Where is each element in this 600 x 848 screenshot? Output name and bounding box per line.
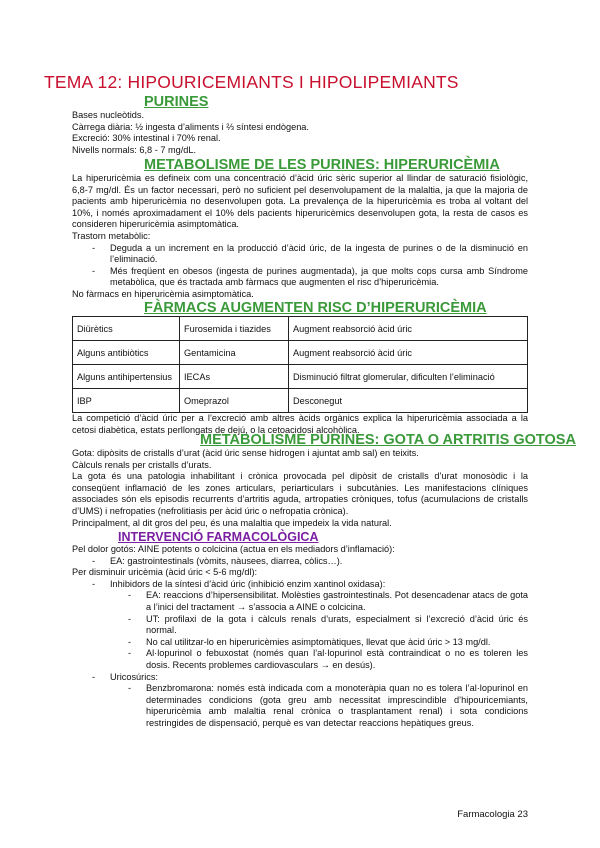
uricosurics-label: Uricosúrics: xyxy=(110,671,158,682)
table-row xyxy=(73,365,528,389)
table-cell: IBP xyxy=(73,389,180,413)
trastorn-list xyxy=(72,243,528,289)
table-cell: IECAs xyxy=(180,365,289,389)
section-intervencio xyxy=(72,530,528,730)
table-cell: Alguns antihipertensius xyxy=(73,365,180,389)
purines-line: Bases nucleòtids. xyxy=(72,110,145,120)
metabolisme-paragraph: La hiperuricèmia es defineix com una concentració d’àcid úric sèric superior al llindar de saturació fisiològic, 6,8-7 mg/dl. És un factor necessari, però no suficient pel desenvolupament de la malaltia, ja que la majoria de pacients amb hiperuricèmia no desenvolupen gota. La prevalença de la hiperuricèmia es troba al voltant del 10%, i només aproximadament el 10% dels pacients hiperuricèmics desenvolupen gota, la resta de casos es consideren hiperuricèmia asimptomàtica. xyxy=(72,173,528,230)
purines-line: Càrrega diària: ½ ingesta d’aliments i ⅔ síntesi endògena. xyxy=(72,121,309,132)
heading-purines: PURINES xyxy=(144,94,209,110)
section-metabolisme xyxy=(72,157,528,301)
trastorn-label: Trastorn metabòlic: xyxy=(72,230,151,241)
purines-line: Nivells normals: 6,8 - 7 mg/dL. xyxy=(72,144,197,155)
table-row xyxy=(73,317,528,341)
gota-line: Principalment, al dit gros del peu, és una malaltia que impedeix la vida natural. xyxy=(72,517,392,528)
heading-farmacs: FÀRMACS AUGMENTEN RISC D’HIPERURICÈMIA xyxy=(144,300,487,316)
gota-line: Càlculs renals per cristalls d’urats. xyxy=(72,459,212,470)
page-footer: Farmacologia 23 xyxy=(457,809,528,820)
list-item: - UT: profilaxi de la gota i càlculs renals d’urats, especialment si l’excreció d’àcid úric és normal. xyxy=(128,614,528,637)
heading-gota: METABOLISME PURINES: GOTA O ARTRITIS GOTOSA xyxy=(200,432,576,448)
inhibidors-list xyxy=(110,590,528,671)
list-item: - EA: reaccions d’hipersensibilitat. Molèsties gastrointestinals. Pot desencadenar atacs de gota a l’inici del tractament → s’associa a AINE o colcicina. xyxy=(128,590,528,613)
purines-line: Excreció: 30% intestinal i 70% renal. xyxy=(72,133,221,144)
table-row xyxy=(73,389,528,413)
table-cell: Gentamicina xyxy=(180,341,289,365)
table-cell: Augment reabsorció àcid úric xyxy=(289,317,528,341)
section-farmacs xyxy=(72,300,528,436)
heading-intervencio: INTERVENCIÓ FARMACOLÒGICA xyxy=(118,530,319,544)
list-item: - Deguda a un increment en la producció d’àcid úric, de la ingesta de purines o de la disminució en l’eliminació. xyxy=(92,243,528,266)
table-cell: Omeprazol xyxy=(180,389,289,413)
uricosurics-list xyxy=(110,683,528,729)
gota-paragraph: La gota és una patologia inhabilitant i crònica provocada pel dipòsit de cristalls d’urat monosòdic i la conseqüent inflamació de les zones articulars, periarticulars i subcutànies. Les manifestacions clíniques associades són els episodis recurrents d’artritis aguda, artropaties cròniques, tofus (acumulacions de cristalls d’UMS) i nefropaties (nefrolitiasis per àcid úric o nefropatia crònica). xyxy=(72,471,528,516)
heading-metabolisme: METABOLISME DE LES PURINES: HIPERURICÈMIA xyxy=(144,157,500,173)
list-item: - EA: gastrointestinals (vòmits, nàusees, diarrea, còlics…). xyxy=(92,556,528,568)
table-cell: Alguns antibiòtics xyxy=(73,341,180,365)
inhibidors-label: Inhibidors de la síntesi d’àcid úric (inhibició enzim xantinol oxidasa): xyxy=(110,578,386,589)
table-cell: Desconegut xyxy=(289,389,528,413)
gota-line: Gota: dipòsits de cristalls d’urat (àcid úric sense hidrogen i ajuntat amb sal) en teixits. xyxy=(72,448,419,458)
list-item xyxy=(92,579,528,672)
dolor-label: Pel dolor gotós: AINE potents o colcicina (actua en els mediadors d’inflamació): xyxy=(72,544,395,554)
list-item: - No cal utilitzar-lo en hiperuricèmies asimptomàtiques, llevat que àcid úric > 13 mg/dl. xyxy=(128,637,528,649)
table-row xyxy=(73,341,528,365)
disminuir-label: Per disminuir uricèmia (àcid úric < 5-6 mg/dl): xyxy=(72,567,258,578)
disminuir-list xyxy=(72,579,528,730)
list-item: - Més freqüent en obesos (ingesta de purines augmentada), ja que molts cops cursa amb Síndrome metabòlica, que és tractada amb fàrmacs que augmenten el risc d’hiperuricèmia. xyxy=(92,266,528,289)
section-gota xyxy=(72,432,576,529)
list-item: - Al·lopurinol o febuxostat (només quan l’al·lopurinol està contraindicat o no es toleren les dosis. Recents problemes cardiovasculars → en desús). xyxy=(128,648,528,671)
list-item xyxy=(92,672,528,730)
list-item: - Benzbromarona: només està indicada com a monoteràpia quan no es tolera l’al·lopurinol en determinades condicions (gota greu amb necessitat imprescindible d’hipouricemiants, hiperuricèmia amb malaltia renal crònica o trasplantament renal) i sota condicions restringides de dispensació, perquè es van detectar reaccions hepàtiques greus. xyxy=(128,683,528,729)
table-cell: Augment reabsorció àcid úric xyxy=(289,341,528,365)
dolor-list xyxy=(72,556,528,568)
table-cell: Disminució filtrat glomerular, dificulten l’eliminació xyxy=(289,365,528,389)
section-purines xyxy=(72,94,528,156)
metabolisme-note: No fàrmacs en hiperuricèmia asimptomàtica. xyxy=(72,288,254,299)
table-cell: Diürètics xyxy=(73,317,180,341)
farmacs-after: La competició d’àcid úric per a l’excreció amb altres àcids orgànics explica la hiperuricèmia associada a la cetosi diabètica, estats perllongats de dejú, o la cetoacidosi alcohòlica. xyxy=(72,413,528,435)
farmacs-table xyxy=(72,316,528,413)
table-cell: Furosemida i tiazides xyxy=(180,317,289,341)
page-title: TEMA 12: HIPOURICEMIANTS I HIPOLIPEMIANTS xyxy=(44,72,459,92)
